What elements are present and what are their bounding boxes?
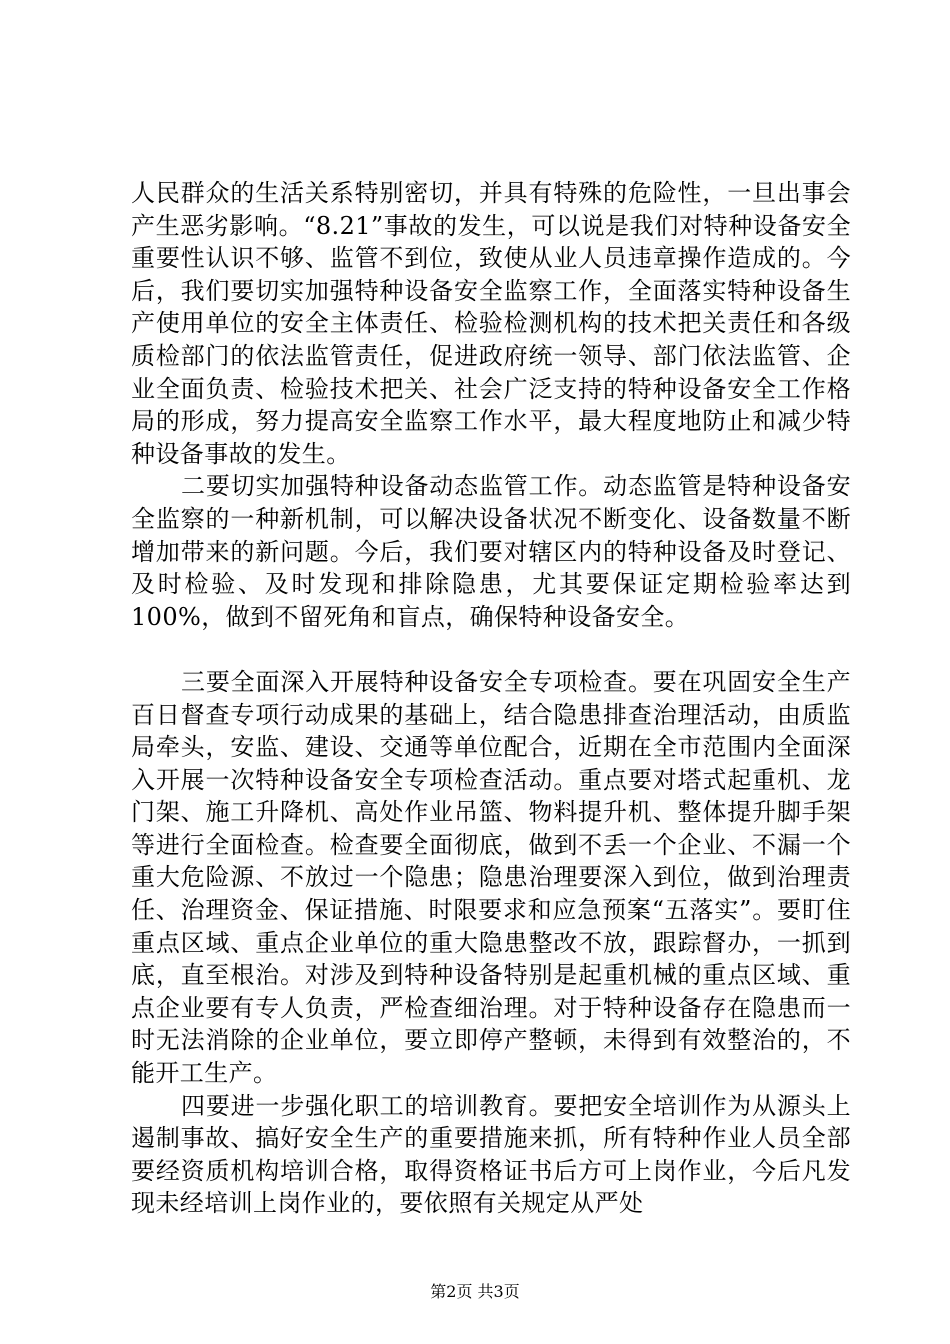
- page-footer: 第2页 共3页: [430, 1282, 520, 1301]
- paragraph-staff-training: 四要进一步强化职工的培训教育。要把安全培训作为从源头上遏制事故、搞好安全生产的重要措施来抓，所有特种作业人员全部要经资质机构培训合格，取得资格证书后方可上岗作业，今后凡发现未经培训上岗作业的，要依照有关规定从严处: [131, 1091, 851, 1218]
- paragraph-dynamic-supervision: 二要切实加强特种设备动态监管工作。动态监管是特种设备安全监察的一种新机制，可以解决设备状况不断变化、设备数量不断增加带来的新问题。今后，我们要对辖区内的特种设备及时登记、及时检验、及时发现和排除隐患，尤其要保证定期检验率达到100%，做到不留死角和盲点，确保特种设备安全。: [131, 472, 851, 631]
- paragraph-special-inspection: 三要全面深入开展特种设备安全专项检查。要在巩固安全生产百日督查专项行动成果的基础上，结合隐患排查治理活动，由质监局牵头，安监、建设、交通等单位配合，近期在全市范围内全面深入开展一次特种设备安全专项检查活动。重点要对塔式起重机、龙门架、施工升降机、高处作业吊篮、物料提升机、整体提升脚手架等进行全面检查。检查要全面彻底，做到不丢一个企业、不漏一个重大危险源、不放过一个隐患；隐患治理要深入到位，做到治理责任、治理资金、保证措施、时限要求和应急预案“五落实”。要盯住重点区域、重点企业单位的重大隐患整改不放，跟踪督办，一抓到底，直至根治。对涉及到特种设备特别是起重机械的重点区域、重点企业要有专人负责，严检查细治理。对于特种设备存在隐患而一时无法消除的企业单位，要立即停产整顿，未得到有效整治的，不能开工生产。: [131, 667, 851, 1088]
- paragraph-spacer: [131, 633, 851, 666]
- document-body: [131, 177, 851, 1220]
- paragraph-continuation: 人民群众的生活关系特别密切，并具有特殊的危险性，一旦出事会产生恶劣影响。“8.21”事故的发生，可以说是我们对特种设备安全重要性认识不够、监管不到位，致使从业人员违章操作造成的。今后，我们要切实加强特种设备安全监察工作，全面落实特种设备生产使用单位的安全主体责任、检验检测机构的技术把关责任和各级质检部门的依法监管责任，促进政府统一领导、部门依法监管、企业全面负责、检验技术把关、社会广泛支持的特种设备安全工作格局的形成，努力提高安全监察工作水平，最大程度地防止和减少特种设备事故的发生。: [131, 179, 851, 468]
